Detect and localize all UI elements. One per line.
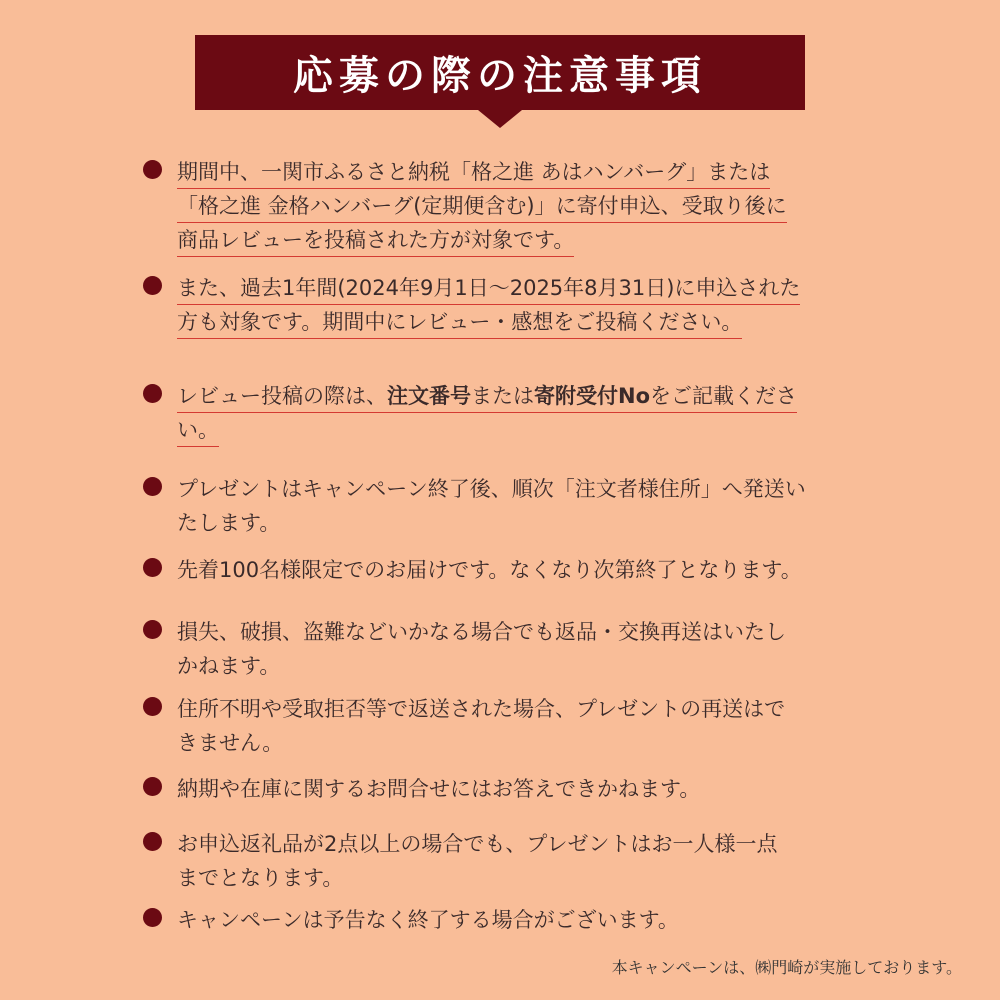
list-item-line: い。 (177, 414, 219, 447)
bullet-icon (143, 477, 162, 496)
list-item (143, 772, 700, 806)
list-item (143, 271, 800, 339)
bullet-icon (143, 908, 162, 927)
list-item (143, 155, 787, 257)
list-item-text (177, 271, 800, 339)
bullet-icon (143, 620, 162, 639)
list-item-segment: または (471, 384, 534, 408)
list-item-text (177, 827, 778, 895)
list-item-line: たします。 (177, 511, 281, 535)
list-item (143, 472, 806, 540)
list-item (143, 615, 786, 683)
bullet-icon (143, 832, 162, 851)
list-item-text (177, 155, 787, 257)
list-item-text (177, 379, 797, 447)
list-item-text (177, 553, 802, 587)
list-item (143, 903, 679, 937)
organizer-note: 本キャンペーンは、㈱門崎が実施しております。 (611, 958, 962, 977)
list-item-line: きません。 (177, 731, 284, 755)
list-item (143, 379, 797, 447)
list-item-line: また、過去1年間(2024年9月1日～2025年8月31日)に申込された (177, 272, 800, 305)
list-item-line: お申込返礼品が2点以上の場合でも、プレゼントはお一人様一点 (177, 832, 778, 856)
list-item (143, 553, 802, 587)
list-item-segment: をご記載くださ (650, 384, 798, 408)
donation-number-label: 寄附受付No (534, 384, 651, 408)
order-number-label: 注文番号 (387, 384, 471, 408)
list-item-line: かねます。 (177, 654, 281, 678)
bullet-icon (143, 697, 162, 716)
list-item-line: 「格之進 金格ハンバーグ(定期便含む)」に寄付申込、受取り後に (177, 190, 787, 223)
list-item-line: 納期や在庫に関するお問合せにはお答えできかねます。 (177, 777, 701, 801)
list-item-text (177, 903, 679, 937)
list-item-line: 損失、破損、盗難などいかなる場合でも返品・交換再送はいたし (177, 620, 786, 644)
list-item-text (177, 472, 806, 540)
list-item (143, 827, 778, 895)
bullet-icon (143, 558, 162, 577)
page-title: 応募の際の注意事項 (293, 53, 707, 99)
list-item-line: 期間中、一関市ふるさと納税「格之進 あはハンバーグ」または (177, 156, 770, 189)
list-item-segment: レビュー投稿の際は、 (177, 384, 387, 408)
bullet-icon (143, 160, 162, 179)
list-item-line: 住所不明や受取拒否等で返送された場合、プレゼントの再送はで (177, 697, 786, 721)
list-item-text (177, 772, 700, 806)
list-item-line: までとなります。 (177, 866, 344, 890)
list-item-line: キャンペーンは予告なく終了する場合がございます。 (177, 908, 679, 932)
bullet-icon (143, 777, 162, 796)
list-item-text (177, 692, 785, 760)
bullet-icon (143, 384, 162, 403)
title-banner (195, 35, 805, 110)
bullet-icon (143, 276, 162, 295)
list-item-line: 先着100名様限定でのお届けです。なくなり次第終了となります。 (177, 558, 802, 582)
list-item-line: プレゼントはキャンペーン終了後、順次「注文者様住所」へ発送い (177, 477, 806, 501)
list-item-line: 方も対象です。期間中にレビュー・感想をご投稿ください。 (177, 306, 742, 339)
list-item-line: 商品レビューを投稿された方が対象です。 (177, 224, 574, 257)
list-item-text (177, 615, 786, 683)
list-item (143, 692, 785, 760)
